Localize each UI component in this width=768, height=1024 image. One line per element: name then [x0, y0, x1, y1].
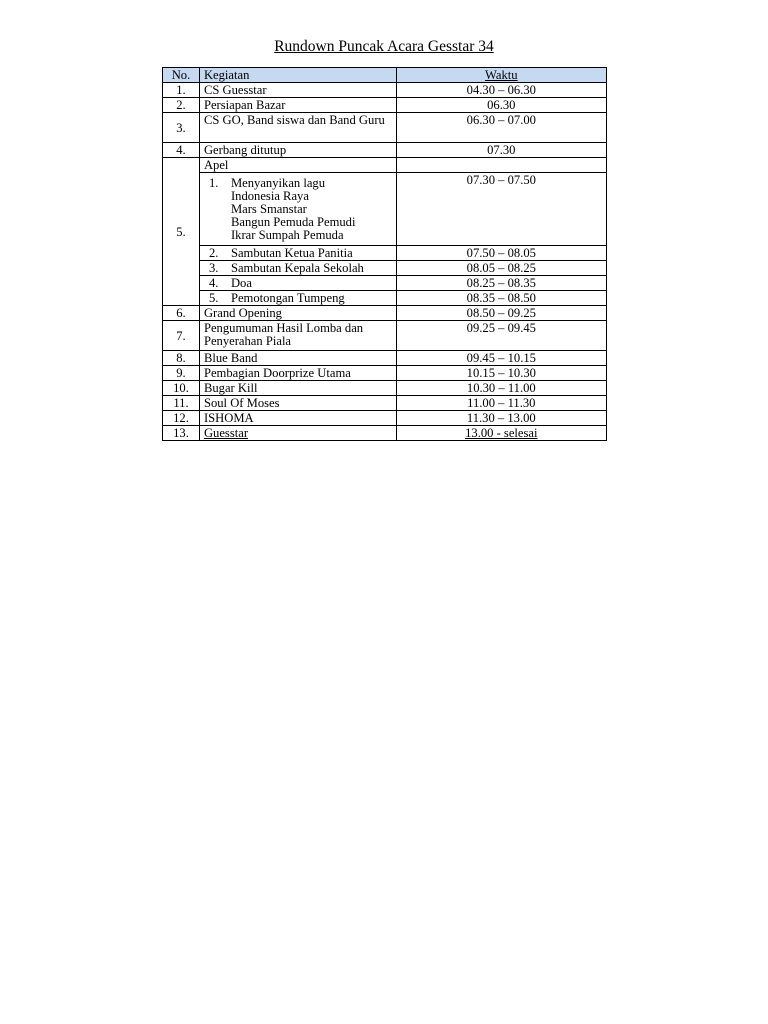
header-waktu: Waktu — [396, 68, 606, 83]
table-header-row — [163, 68, 607, 83]
sub-label: Sambutan Ketua Panitia — [230, 246, 353, 260]
row-no: 12. — [163, 411, 200, 426]
row-no: 9. — [163, 366, 200, 381]
sub-label: Doa — [230, 276, 252, 290]
sub-number: 1. — [208, 176, 219, 190]
sub-number: 5. — [208, 291, 219, 305]
table-row — [163, 113, 607, 143]
row-waktu — [396, 158, 606, 173]
row-kegiatan: Bugar Kill — [199, 381, 396, 396]
row-no: 6. — [163, 306, 200, 321]
sub-row — [163, 246, 607, 261]
sub-number: 3. — [208, 261, 219, 275]
row-kegiatan: Grand Opening — [199, 306, 396, 321]
table-row — [163, 306, 607, 321]
row-waktu: 07.30 — [396, 143, 606, 158]
row-no: 8. — [163, 351, 200, 366]
table-row — [163, 366, 607, 381]
table-row — [163, 98, 607, 113]
row-kegiatan: Blue Band — [199, 351, 396, 366]
row-kegiatan: CS GO, Band siswa dan Band Guru — [199, 113, 396, 143]
row-waktu: 10.15 – 10.30 — [396, 366, 606, 381]
row-no: 1. — [163, 83, 200, 98]
row-waktu: 09.45 – 10.15 — [396, 351, 606, 366]
table-row — [163, 381, 607, 396]
rundown-table — [162, 67, 607, 441]
sub-label: Sambutan Kepala Sekolah — [230, 261, 364, 275]
sub-number: 4. — [208, 276, 219, 290]
row-waktu: 10.30 – 11.00 — [396, 381, 606, 396]
table-row-apel — [163, 158, 607, 173]
sub-kegiatan — [199, 246, 396, 261]
row-waktu: 06.30 – 07.00 — [396, 113, 606, 143]
header-kegiatan: Kegiatan — [199, 68, 396, 83]
table-row — [163, 396, 607, 411]
table-row — [163, 321, 607, 351]
sub-waktu: 08.35 – 08.50 — [396, 291, 606, 306]
table-row — [163, 83, 607, 98]
row-kegiatan: CS Guesstar — [199, 83, 396, 98]
header-no: No. — [163, 68, 200, 83]
sub-waktu: 07.30 – 07.50 — [396, 173, 606, 246]
sub-label: Pemotongan Tumpeng — [230, 291, 345, 305]
row-no: 5. — [163, 158, 200, 306]
row-no: 11. — [163, 396, 200, 411]
sub-kegiatan — [199, 173, 396, 246]
table-row — [163, 426, 607, 441]
row-kegiatan: Gerbang ditutup — [199, 143, 396, 158]
row-no: 7. — [163, 321, 200, 351]
row-waktu: 11.00 – 11.30 — [396, 396, 606, 411]
sub-number: 2. — [208, 246, 219, 260]
song-line: Ikrar Sumpah Pemuda — [230, 228, 344, 242]
table-row — [163, 143, 607, 158]
sub-waktu: 07.50 – 08.05 — [396, 246, 606, 261]
sub-row — [163, 173, 607, 246]
table-row — [163, 351, 607, 366]
row-waktu: 08.50 – 09.25 — [396, 306, 606, 321]
table-row — [163, 411, 607, 426]
sub-kegiatan — [199, 291, 396, 306]
row-waktu: 06.30 — [396, 98, 606, 113]
row-no: 10. — [163, 381, 200, 396]
row-no: 3. — [163, 113, 200, 143]
row-kegiatan: ISHOMA — [199, 411, 396, 426]
sub-kegiatan — [199, 261, 396, 276]
row-no: 13. — [163, 426, 200, 441]
row-waktu: 09.25 – 09.45 — [396, 321, 606, 351]
sub-row — [163, 261, 607, 276]
sub-kegiatan — [199, 276, 396, 291]
row-waktu: 04.30 – 06.30 — [396, 83, 606, 98]
sub-row — [163, 276, 607, 291]
page-title: Rundown Puncak Acara Gesstar 34 — [274, 38, 494, 55]
row-kegiatan: Pembagian Doorprize Utama — [199, 366, 396, 381]
sub-label: Menyanyikan lagu — [230, 176, 326, 190]
row-waktu: 13.00 - selesai — [396, 426, 606, 441]
sub-row — [163, 291, 607, 306]
row-kegiatan: Apel — [199, 158, 396, 173]
song-line: Indonesia Raya — [230, 189, 309, 203]
row-kegiatan: Soul Of Moses — [199, 396, 396, 411]
row-kegiatan: Guesstar — [199, 426, 396, 441]
row-no: 2. — [163, 98, 200, 113]
song-line: Mars Smanstar — [230, 202, 307, 216]
row-kegiatan: Pengumuman Hasil Lomba dan Penyerahan Piala — [199, 321, 396, 351]
row-no: 4. — [163, 143, 200, 158]
row-kegiatan: Persiapan Bazar — [199, 98, 396, 113]
row-waktu: 11.30 – 13.00 — [396, 411, 606, 426]
song-line: Bangun Pemuda Pemudi — [230, 215, 356, 229]
sub-waktu: 08.05 – 08.25 — [396, 261, 606, 276]
sub-waktu: 08.25 – 08.35 — [396, 276, 606, 291]
